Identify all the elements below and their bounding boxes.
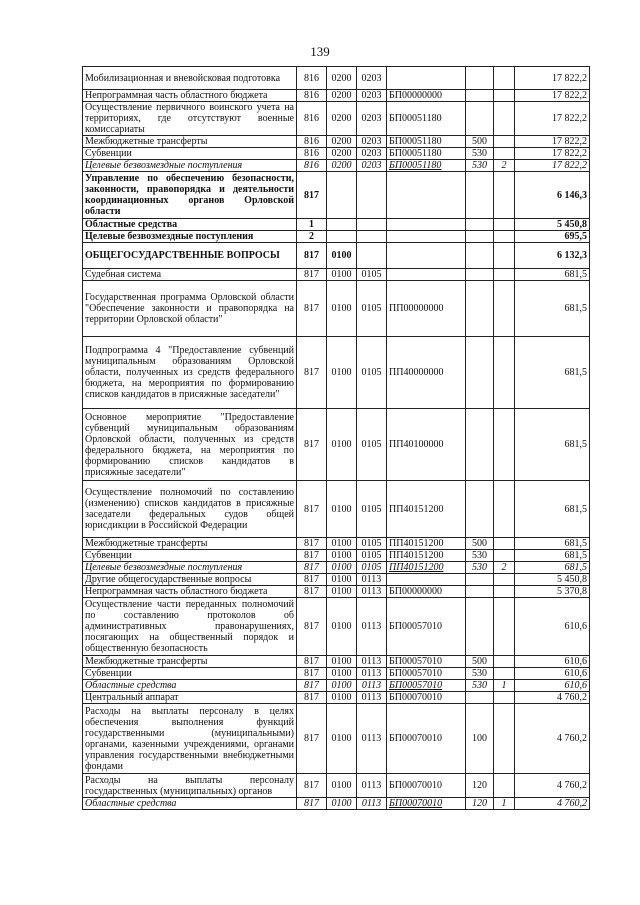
source-code: [494, 692, 515, 704]
amount: 681,5: [515, 337, 590, 409]
subsection-code: 0203: [357, 67, 387, 90]
amount: 17 822,2: [515, 136, 590, 148]
admin-code: 817: [297, 798, 327, 810]
amount: 17 822,2: [515, 102, 590, 136]
subsection-code: 0105: [357, 481, 387, 538]
section-code: 0100: [327, 692, 357, 704]
section-code: 0100: [327, 269, 357, 281]
admin-code: 1: [297, 219, 327, 231]
table-row: [83, 160, 590, 172]
source-code: [494, 668, 515, 680]
source-code: [494, 269, 515, 281]
section-code: 0100: [327, 409, 357, 481]
row-name: Государственная программа Орловской области "Обеспечение законности и правопорядка на территории Орловской области": [83, 281, 297, 337]
row-name: Областные средства: [83, 680, 297, 692]
target-article-code: ПП40151200: [387, 538, 466, 550]
row-name: Областные средства: [83, 798, 297, 810]
source-code: [494, 148, 515, 160]
budget-table-body: [83, 67, 590, 810]
subsection-code: 0105: [357, 550, 387, 562]
admin-code: 816: [297, 67, 327, 90]
amount: 17 822,2: [515, 148, 590, 160]
amount: 17 822,2: [515, 67, 590, 90]
table-row: [83, 538, 590, 550]
admin-code: 817: [297, 704, 327, 774]
target-article-code: ПП40151200: [387, 481, 466, 538]
target-article-code: БП00051180: [387, 102, 466, 136]
admin-code: 816: [297, 148, 327, 160]
source-code: [494, 774, 515, 798]
subsection-code: 0113: [357, 774, 387, 798]
row-name: Управление по обеспечению безопасности, законности, правопорядка и деятельности координационных органов Орловской области: [83, 172, 297, 219]
section-code: 0100: [327, 586, 357, 598]
subsection-code: 0105: [357, 409, 387, 481]
amount: 610,6: [515, 668, 590, 680]
section-code: 0100: [327, 337, 357, 409]
expense-type-code: 100: [466, 704, 494, 774]
subsection-code: 0203: [357, 148, 387, 160]
section-code: 0100: [327, 574, 357, 586]
admin-code: 816: [297, 136, 327, 148]
expense-type-code: 530: [466, 680, 494, 692]
source-code: 2: [494, 562, 515, 574]
amount: 6 146,3: [515, 172, 590, 219]
target-article-code: [387, 219, 466, 231]
section-code: 0100: [327, 562, 357, 574]
row-name: Основное мероприятие "Предоставление субвенций муниципальным образованиям Орловской области, полученных из средств федерального бюджета, на мероприятия по формированию списков кандидатов в присяжные заседатели": [83, 409, 297, 481]
target-article-code: [387, 67, 466, 90]
row-name: Областные средства: [83, 219, 297, 231]
row-name: Целевые безвозмездные поступления: [83, 231, 297, 243]
section-code: 0100: [327, 774, 357, 798]
source-code: [494, 538, 515, 550]
target-article-code: [387, 172, 466, 219]
row-name: Расходы на выплаты персоналу государственных (муниципальных) органов: [83, 774, 297, 798]
source-code: [494, 67, 515, 90]
table-row: [83, 281, 590, 337]
amount: 17 822,2: [515, 160, 590, 172]
source-code: [494, 337, 515, 409]
source-code: [494, 102, 515, 136]
target-article-code: БП00057010: [387, 598, 466, 656]
source-code: [494, 231, 515, 243]
admin-code: 816: [297, 160, 327, 172]
row-name: ОБЩЕГОСУДАРСТВЕННЫЕ ВОПРОСЫ: [83, 243, 297, 269]
subsection-code: 0113: [357, 798, 387, 810]
subsection-code: 0105: [357, 281, 387, 337]
table-row: [83, 704, 590, 774]
table-row: [83, 148, 590, 160]
row-name: Другие общегосударственные вопросы: [83, 574, 297, 586]
row-name: Непрограммная часть областного бюджета: [83, 586, 297, 598]
admin-code: 817: [297, 692, 327, 704]
expense-type-code: [466, 90, 494, 102]
admin-code: 817: [297, 668, 327, 680]
source-code: [494, 550, 515, 562]
table-row: [83, 562, 590, 574]
admin-code: 817: [297, 598, 327, 656]
source-code: 2: [494, 160, 515, 172]
page-number: 139: [310, 44, 330, 59]
expense-type-code: [466, 692, 494, 704]
expense-type-code: [466, 574, 494, 586]
target-article-code: БП00057010: [387, 680, 466, 692]
expense-type-code: 500: [466, 538, 494, 550]
expense-type-code: 500: [466, 136, 494, 148]
source-code: [494, 219, 515, 231]
row-name: Центральный аппарат: [83, 692, 297, 704]
section-code: 0100: [327, 668, 357, 680]
section-code: 0100: [327, 598, 357, 656]
subsection-code: 0113: [357, 574, 387, 586]
admin-code: 817: [297, 243, 327, 269]
expense-type-code: [466, 337, 494, 409]
row-name: Расходы на выплаты персоналу в целях обеспечения выполнения функций государственными (муниципальными) органами, казенными учреждениями, органами управления государственными внебюджетными фондами: [83, 704, 297, 774]
amount: 4 760,2: [515, 774, 590, 798]
target-article-code: [387, 574, 466, 586]
target-article-code: БП00051180: [387, 160, 466, 172]
admin-code: 817: [297, 538, 327, 550]
table-row: [83, 574, 590, 586]
source-code: [494, 481, 515, 538]
amount: 4 760,2: [515, 704, 590, 774]
row-name: Мобилизационная и вневойсковая подготовка: [83, 67, 297, 90]
amount: 695,5: [515, 231, 590, 243]
source-code: 1: [494, 680, 515, 692]
target-article-code: БП00051180: [387, 136, 466, 148]
admin-code: 817: [297, 574, 327, 586]
amount: 681,5: [515, 562, 590, 574]
row-name: Межбюджетные трансферты: [83, 656, 297, 668]
section-code: 0100: [327, 550, 357, 562]
table-row: [83, 67, 590, 90]
subsection-code: [357, 243, 387, 269]
amount: 17 822,2: [515, 90, 590, 102]
section-code: [327, 231, 357, 243]
source-code: [494, 90, 515, 102]
table-row: [83, 172, 590, 219]
table-row: [83, 598, 590, 656]
amount: 610,6: [515, 598, 590, 656]
expense-type-code: 500: [466, 656, 494, 668]
row-name: Подпрограмма 4 "Предоставление субвенций муниципальным образованиям Орловской области, полученных из средств федерального бюджета, на мероприятия по формированию списков кандидатов в присяжные заседатели": [83, 337, 297, 409]
target-article-code: БП00070010: [387, 774, 466, 798]
subsection-code: 0105: [357, 562, 387, 574]
section-code: 0100: [327, 798, 357, 810]
source-code: [494, 598, 515, 656]
section-code: 0200: [327, 148, 357, 160]
target-article-code: БП00070010: [387, 692, 466, 704]
amount: 681,5: [515, 269, 590, 281]
section-code: [327, 172, 357, 219]
target-article-code: ПП40151200: [387, 562, 466, 574]
expense-type-code: [466, 586, 494, 598]
row-name: Осуществление части переданных полномочий по составлению протоколов об административных правонарушениях, посягающих на общественный порядок и общественную безопасность: [83, 598, 297, 656]
amount: 6 132,3: [515, 243, 590, 269]
amount: 610,6: [515, 680, 590, 692]
table-row: [83, 774, 590, 798]
target-article-code: ПП40151200: [387, 550, 466, 562]
amount: 681,5: [515, 550, 590, 562]
table-row: [83, 798, 590, 810]
admin-code: 817: [297, 680, 327, 692]
subsection-code: 0113: [357, 598, 387, 656]
expense-type-code: [466, 281, 494, 337]
table-row: [83, 90, 590, 102]
amount: 5 370,8: [515, 586, 590, 598]
target-article-code: [387, 231, 466, 243]
subsection-code: 0113: [357, 704, 387, 774]
admin-code: 2: [297, 231, 327, 243]
expense-type-code: 530: [466, 550, 494, 562]
table-row: [83, 231, 590, 243]
expense-type-code: [466, 598, 494, 656]
amount: 681,5: [515, 481, 590, 538]
section-code: 0200: [327, 160, 357, 172]
subsection-code: [357, 231, 387, 243]
target-article-code: ПП40100000: [387, 409, 466, 481]
subsection-code: 0105: [357, 269, 387, 281]
amount: 4 760,2: [515, 798, 590, 810]
expense-type-code: [466, 243, 494, 269]
source-code: [494, 281, 515, 337]
subsection-code: 0105: [357, 538, 387, 550]
amount: 681,5: [515, 538, 590, 550]
row-name: Целевые безвозмездные поступления: [83, 160, 297, 172]
source-code: [494, 574, 515, 586]
section-code: 0200: [327, 136, 357, 148]
target-article-code: ПП00000000: [387, 281, 466, 337]
source-code: [494, 172, 515, 219]
expense-type-code: 530: [466, 160, 494, 172]
expense-type-code: 530: [466, 668, 494, 680]
expense-type-code: [466, 172, 494, 219]
admin-code: 817: [297, 656, 327, 668]
section-code: 0100: [327, 704, 357, 774]
row-name: Межбюджетные трансферты: [83, 136, 297, 148]
table-row: [83, 136, 590, 148]
target-article-code: БП00070010: [387, 704, 466, 774]
expense-type-code: [466, 67, 494, 90]
source-code: 1: [494, 798, 515, 810]
target-article-code: БП00000000: [387, 90, 466, 102]
section-code: 0100: [327, 656, 357, 668]
source-code: [494, 136, 515, 148]
section-code: 0100: [327, 538, 357, 550]
table-row: [83, 680, 590, 692]
section-code: 0100: [327, 481, 357, 538]
table-row: [83, 550, 590, 562]
subsection-code: 0113: [357, 668, 387, 680]
section-code: 0200: [327, 90, 357, 102]
expense-type-code: 530: [466, 562, 494, 574]
subsection-code: 0113: [357, 680, 387, 692]
subsection-code: 0113: [357, 586, 387, 598]
table-row: [83, 409, 590, 481]
table-row: [83, 656, 590, 668]
admin-code: 816: [297, 102, 327, 136]
admin-code: 817: [297, 481, 327, 538]
row-name: Осуществление первичного воинского учета на территориях, где отсутствуют военные комиссариаты: [83, 102, 297, 136]
row-name: Целевые безвозмездные поступления: [83, 562, 297, 574]
amount: 610,6: [515, 656, 590, 668]
target-article-code: ПП40000000: [387, 337, 466, 409]
expense-type-code: 120: [466, 774, 494, 798]
amount: 681,5: [515, 281, 590, 337]
row-name: Судебная система: [83, 269, 297, 281]
row-name: Субвенции: [83, 148, 297, 160]
expense-type-code: [466, 102, 494, 136]
subsection-code: 0203: [357, 136, 387, 148]
table-row: [83, 481, 590, 538]
row-name: Субвенции: [83, 550, 297, 562]
target-article-code: [387, 269, 466, 281]
admin-code: 817: [297, 562, 327, 574]
expense-type-code: [466, 409, 494, 481]
section-code: [327, 219, 357, 231]
table-row: [83, 102, 590, 136]
amount: 4 760,2: [515, 692, 590, 704]
section-code: 0100: [327, 243, 357, 269]
amount: 5 450,8: [515, 219, 590, 231]
target-article-code: БП00070010: [387, 798, 466, 810]
expense-type-code: [466, 231, 494, 243]
source-code: [494, 586, 515, 598]
table-row: [83, 668, 590, 680]
amount: 5 450,8: [515, 574, 590, 586]
table-row: [83, 692, 590, 704]
table-row: [83, 243, 590, 269]
subsection-code: 0113: [357, 692, 387, 704]
row-name: Субвенции: [83, 668, 297, 680]
table-row: [83, 586, 590, 598]
budget-table: [82, 66, 590, 810]
subsection-code: [357, 219, 387, 231]
table-row: [83, 337, 590, 409]
admin-code: 817: [297, 337, 327, 409]
section-code: 0200: [327, 67, 357, 90]
subsection-code: [357, 172, 387, 219]
target-article-code: БП00000000: [387, 586, 466, 598]
expense-type-code: [466, 481, 494, 538]
section-code: 0100: [327, 680, 357, 692]
table-row: [83, 269, 590, 281]
section-code: 0100: [327, 281, 357, 337]
subsection-code: 0203: [357, 102, 387, 136]
row-name: Осуществление полномочий по составлению (изменению) списков кандидатов в присяжные заседатели федеральных судов общей юрисдикции в Российской Федерации: [83, 481, 297, 538]
admin-code: 817: [297, 550, 327, 562]
subsection-code: 0105: [357, 337, 387, 409]
target-article-code: БП00051180: [387, 148, 466, 160]
target-article-code: БП00057010: [387, 656, 466, 668]
table-row: [83, 219, 590, 231]
admin-code: 817: [297, 586, 327, 598]
subsection-code: 0203: [357, 90, 387, 102]
expense-type-code: 120: [466, 798, 494, 810]
admin-code: 817: [297, 409, 327, 481]
expense-type-code: 530: [466, 148, 494, 160]
source-code: [494, 243, 515, 269]
expense-type-code: [466, 269, 494, 281]
subsection-code: 0203: [357, 160, 387, 172]
subsection-code: 0113: [357, 656, 387, 668]
target-article-code: БП00057010: [387, 668, 466, 680]
admin-code: 817: [297, 269, 327, 281]
section-code: 0200: [327, 102, 357, 136]
admin-code: 816: [297, 90, 327, 102]
admin-code: 817: [297, 172, 327, 219]
expense-type-code: [466, 219, 494, 231]
row-name: Межбюджетные трансферты: [83, 538, 297, 550]
source-code: [494, 704, 515, 774]
row-name: Непрограммная часть областного бюджета: [83, 90, 297, 102]
target-article-code: [387, 243, 466, 269]
source-code: [494, 656, 515, 668]
source-code: [494, 409, 515, 481]
admin-code: 817: [297, 281, 327, 337]
amount: 681,5: [515, 409, 590, 481]
admin-code: 817: [297, 774, 327, 798]
